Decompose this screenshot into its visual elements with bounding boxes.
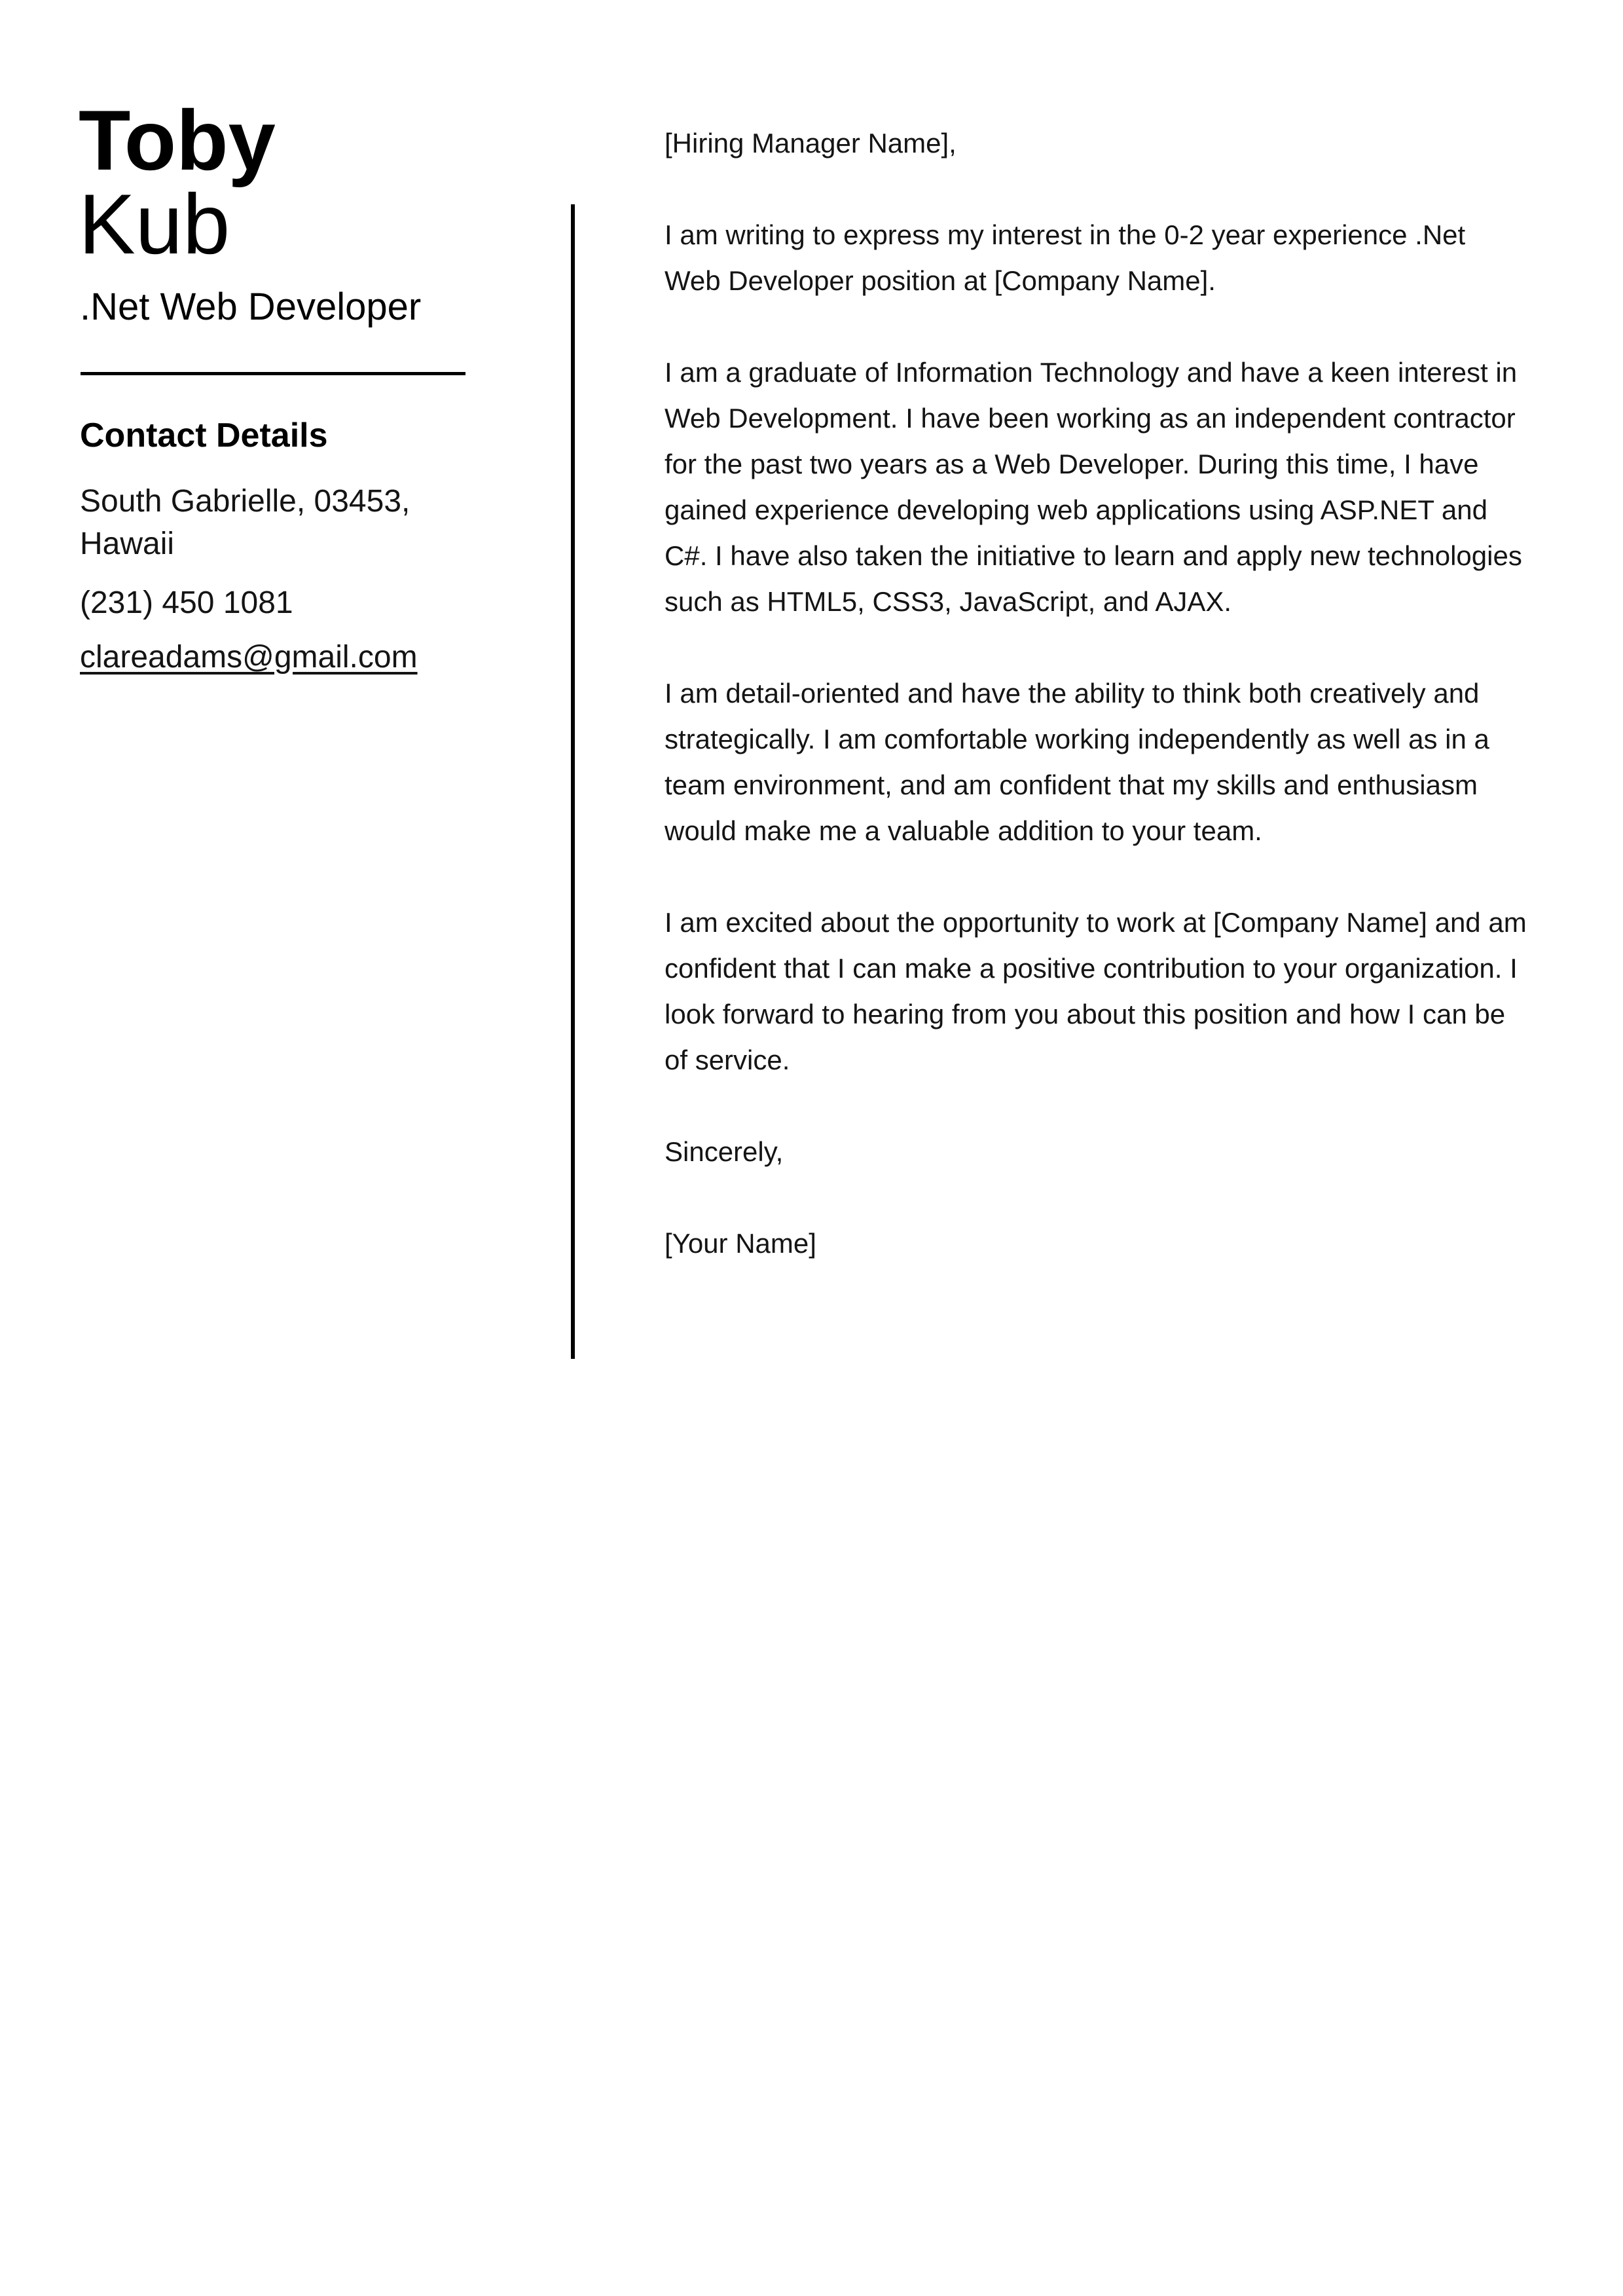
sidebar-divider — [81, 372, 465, 375]
letter-paragraph-4: I am excited about the opportunity to work at [Company Name] and am confident that I can make a positive contribution to your organization. I look forward to hearing from you about this position and how I can be of service. — [665, 907, 1527, 1075]
letter-signature: [Your Name] — [665, 1228, 816, 1259]
candidate-name — [79, 92, 276, 272]
letter-paragraph-3: I am detail-oriented and have the ability to think both creatively and strategically. I am comfortable working independently as well as in a team environment, and am confident that my skills and enthusiasm would make me a valuable addition to your team. — [665, 678, 1489, 846]
letter-paragraph-1: I am writing to express my interest in the 0-2 year experience .Net Web Developer position at [Company Name]. — [665, 219, 1466, 296]
candidate-first-name: Toby — [79, 92, 276, 188]
contact-email-link[interactable]: clareadams@gmail.com — [80, 640, 418, 675]
contact-phone: (231) 450 1081 — [80, 585, 293, 620]
letter-paragraph-2: I am a graduate of Information Technology and have a keen interest in Web Development. I have been working as an independent contractor for the past two years as a Web Developer. During this time, I have gained experience developing web applications using ASP.NET and C#. I have also taken the initiative to learn and apply new technologies such as HTML5, CSS3, JavaScript, and AJAX. — [665, 357, 1522, 617]
contact-address-line-2: Hawaii — [80, 527, 175, 561]
letter-body — [665, 120, 1529, 1312]
job-title: .Net Web Developer — [80, 286, 422, 328]
letter-closing: Sincerely, — [665, 1136, 784, 1167]
letter-vertical-rule — [571, 204, 575, 1359]
contact-details-heading: Contact Details — [80, 417, 328, 454]
letter-greeting: [Hiring Manager Name], — [665, 128, 957, 158]
candidate-last-name: Kub — [79, 176, 230, 272]
contact-address-line-1: South Gabrielle, 03453, — [80, 484, 410, 519]
contact-address — [80, 480, 410, 565]
